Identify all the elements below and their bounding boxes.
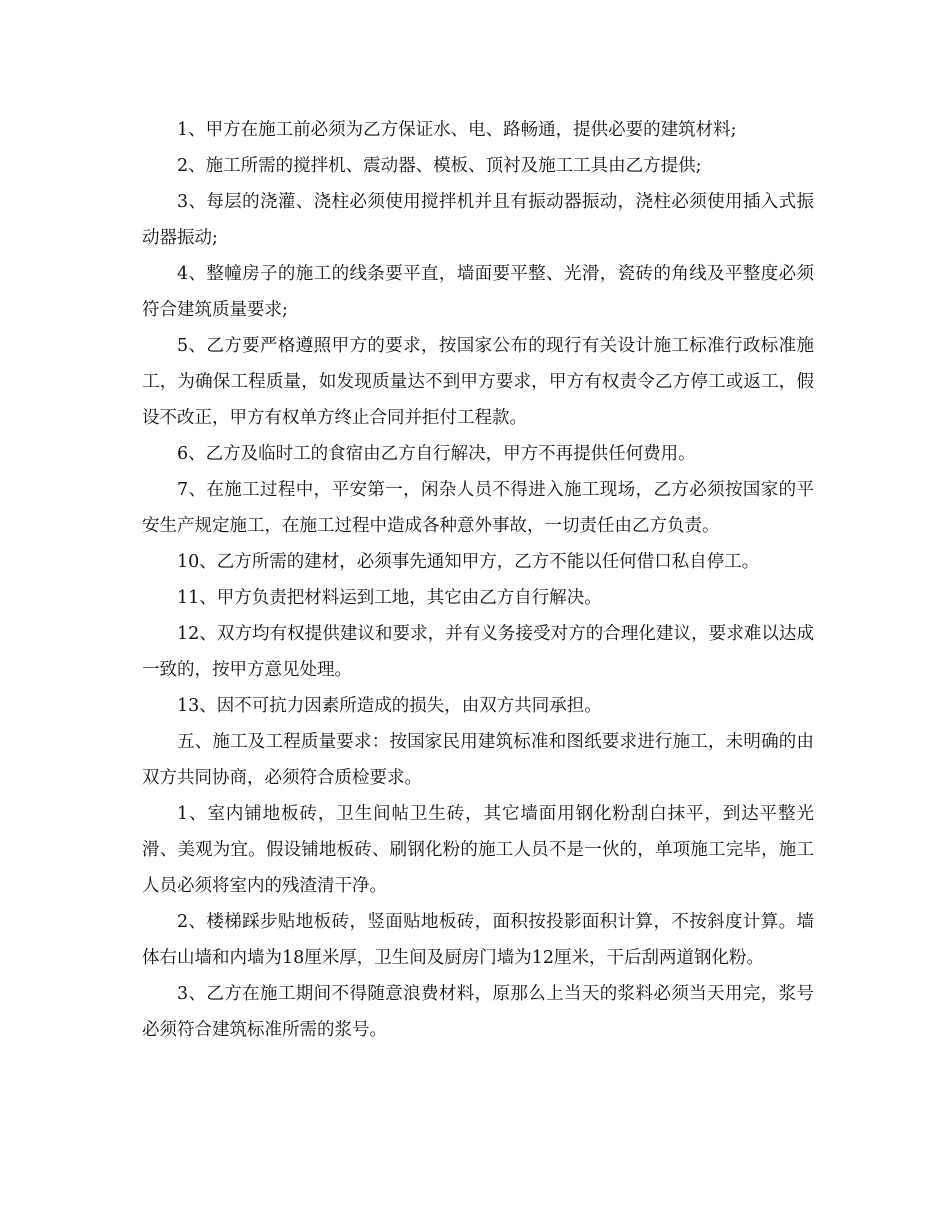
section-heading-quality: 五、施工及工程质量要求：按国家民用建筑标准和图纸要求进行施工，未明确的由双方共同协商，必须符合质检要求。 [142, 732, 814, 788]
clause-paragraph-4: 4、整幢房子的施工的线条要平直，墙面要平整、光滑，瓷砖的角线及平整度必须符合建筑质量要求; [142, 264, 814, 320]
clause-paragraph-10: 10、乙方所需的建材，必须事先通知甲方，乙方不能以任何借口私自停工。 [177, 552, 760, 572]
clause-paragraph-11: 11、甲方负责把材料运到工地，其它由乙方自行解决。 [177, 588, 602, 608]
clause-paragraph-1: 1、甲方在施工前必须为乙方保证水、电、路畅通，提供必要的建筑材料; [177, 120, 737, 140]
clause-paragraph-5: 5、乙方要严格遵照甲方的要求，按国家公布的现行有关设计施工标准行政标准施工，为确保工程质量，如发现质量达不到甲方要求，甲方有权责令乙方停工或返工，假设不改正，甲方有权单方终止合同并拒付工程款。 [142, 336, 814, 428]
quality-paragraph-1: 1、室内铺地板砖，卫生间帖卫生砖，其它墙面用钢化粉刮白抹平，到达平整光滑、美观为宜。假设铺地板砖、刷钢化粉的施工人员不是一伙的，单项施工完毕，施工人员必须将室内的残渣清干净。 [142, 804, 814, 896]
quality-paragraph-2: 2、楼梯踩步贴地板砖，竖面贴地板砖，面积按投影面积计算，不按斜度计算。墙体右山墙和内墙为18厘米厚，卫生间及厨房门墙为12厘米，干后刮两道钢化粉。 [142, 912, 814, 968]
document-body [142, 112, 814, 1048]
clause-paragraph-12: 12、双方均有权提供建议和要求，并有义务接受对方的合理化建议，要求难以达成一致的，按甲方意见处理。 [142, 624, 814, 680]
clause-paragraph-13: 13、因不可抗力因素所造成的损失，由双方共同承担。 [177, 696, 602, 716]
clause-paragraph-6: 6、乙方及临时工的食宿由乙方自行解决，甲方不再提供任何费用。 [177, 444, 696, 464]
clause-paragraph-2: 2、施工所需的搅拌机、震动器、模板、顶衬及施工工具由乙方提供; [177, 156, 702, 176]
clause-paragraph-3: 3、每层的浇灌、浇柱必须使用搅拌机并且有振动器振动，浇柱必须使用插入式振动器振动; [142, 192, 814, 248]
clause-paragraph-7: 7、在施工过程中，平安第一，闲杂人员不得进入施工现场，乙方必须按国家的平安生产规定施工，在施工过程中造成各种意外事故，一切责任由乙方负责。 [142, 480, 814, 536]
quality-paragraph-3: 3、乙方在施工期间不得随意浪费材料，原那么上当天的浆料必须当天用完，浆号必须符合建筑标准所需的浆号。 [142, 984, 814, 1040]
